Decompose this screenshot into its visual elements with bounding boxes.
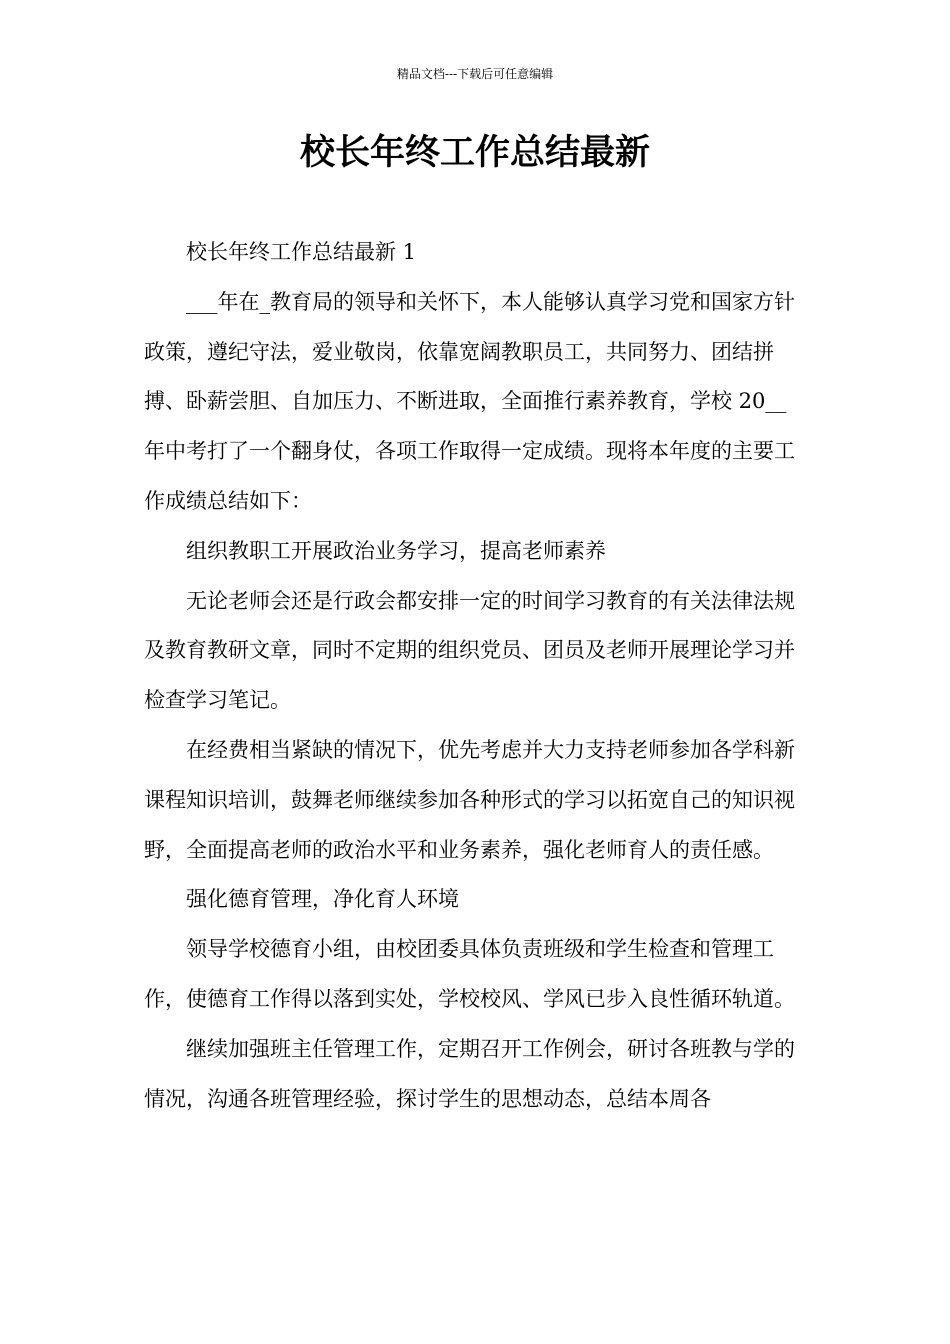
paragraph-moral-group: 领导学校德育小组，由校团委具体负责班级和学生检查和管理工作，使德育工作得以落到实处，学校校风、学风已步入良性循环轨道。 <box>144 937 795 1011</box>
document-body <box>144 228 806 1124</box>
paragraph-subheading-study: 组织教职工开展政治业务学习，提高老师素养 <box>186 538 606 563</box>
paragraph-intro: ___年在_教育局的领导和关怀下，本人能够认真学习党和国家方针政策，遵纪守法，爱业敬岗，依靠宽阔教职员工，共同努力、团结拼搏、卧薪尝胆、自加压力、不断进取，全面推行素养教育，学校 20__年中考打了一个翻身仗，各项工作取得一定成绩。现将本年度的主要工作成绩总结如下： <box>144 289 795 513</box>
paragraph-training: 在经费相当紧缺的情况下，优先考虑并大力支持老师参加各学科新课程知识培训，鼓舞老师继续参加各种形式的学习以拓宽自己的知识视野，全面提高老师的政治水平和业务素养，强化老师育人的责任感。 <box>144 737 795 862</box>
paragraph-class-teacher: 继续加强班主任管理工作，定期召开工作例会，研讨各班教与学的情况，沟通各班管理经验，探讨学生的思想动态，总结本周各 <box>144 1036 795 1111</box>
paragraph-subheading-moral: 强化德育管理，净化育人环境 <box>186 887 459 912</box>
document-title: 校长年终工作总结最新 <box>299 133 650 173</box>
paragraph-section-heading: 校长年终工作总结最新 1 <box>186 240 417 264</box>
paragraph-study-meetings: 无论老师会还是行政会都安排一定的时间学习教育的有关法律法规及教育教研文章，同时不定期的组织党员、团员及老师开展理论学习并检查学习笔记。 <box>144 588 795 713</box>
header-note: 精品文档---下载后可任意编辑 <box>396 67 554 81</box>
